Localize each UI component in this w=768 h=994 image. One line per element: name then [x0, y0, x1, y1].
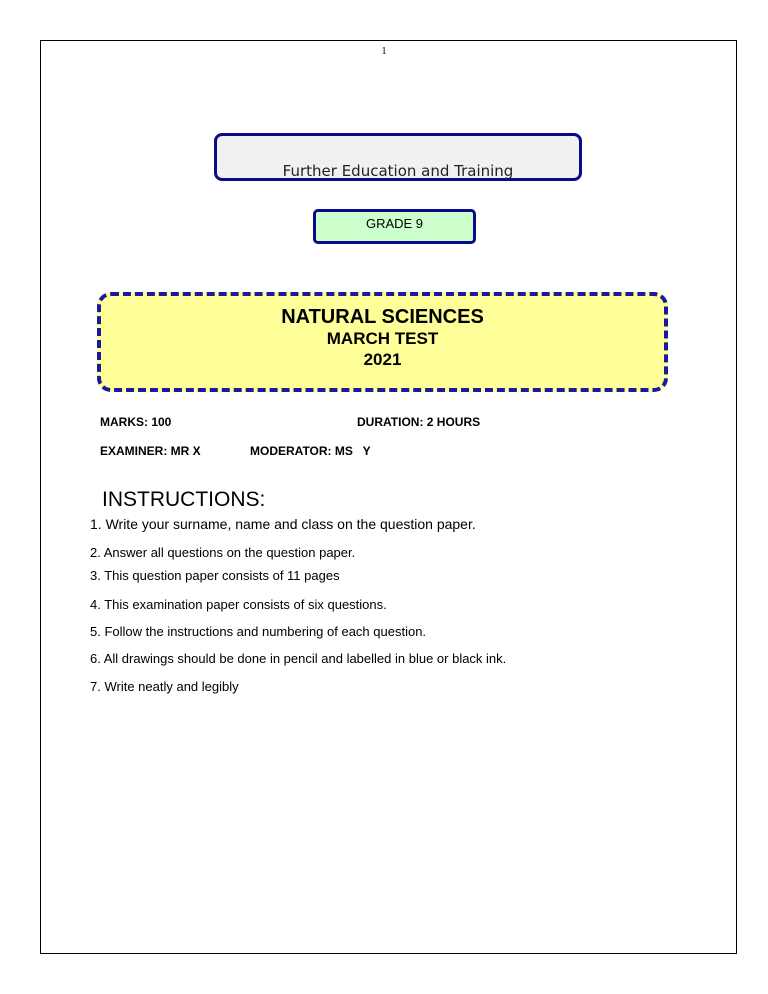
instruction-item: 7. Write neatly and legibly — [90, 679, 239, 694]
instruction-item: 3. This question paper consists of 11 pages — [90, 568, 340, 583]
header-banner — [214, 133, 582, 181]
duration: DURATION: 2 HOURS — [357, 415, 481, 429]
grade-box: GRADE 9 — [313, 209, 476, 244]
instruction-item: 5. Follow the instructions and numbering of each question. — [90, 624, 427, 639]
year-title: 2021 — [363, 350, 402, 369]
header-banner-text: Further Education and Training — [282, 162, 514, 180]
examiner: EXAMINER: MR X — [100, 444, 201, 458]
instruction-item: 2. Answer all questions on the question paper. — [90, 545, 356, 560]
subject-title: NATURAL SCIENCES — [281, 306, 484, 328]
moderator: MODERATOR: MS Y — [250, 444, 371, 458]
instructions-heading: INSTRUCTIONS: — [102, 488, 266, 511]
instruction-item: 4. This examination paper consists of six questions. — [90, 597, 387, 612]
page-number: 1 — [381, 46, 387, 57]
title-box — [97, 292, 668, 392]
marks: MARKS: 100 — [100, 415, 172, 429]
test-title: MARCH TEST — [326, 329, 439, 348]
instruction-item: 1. Write your surname, name and class on the question paper. — [90, 516, 476, 532]
instruction-item: 6. All drawings should be done in pencil and labelled in blue or black ink. — [90, 651, 507, 666]
